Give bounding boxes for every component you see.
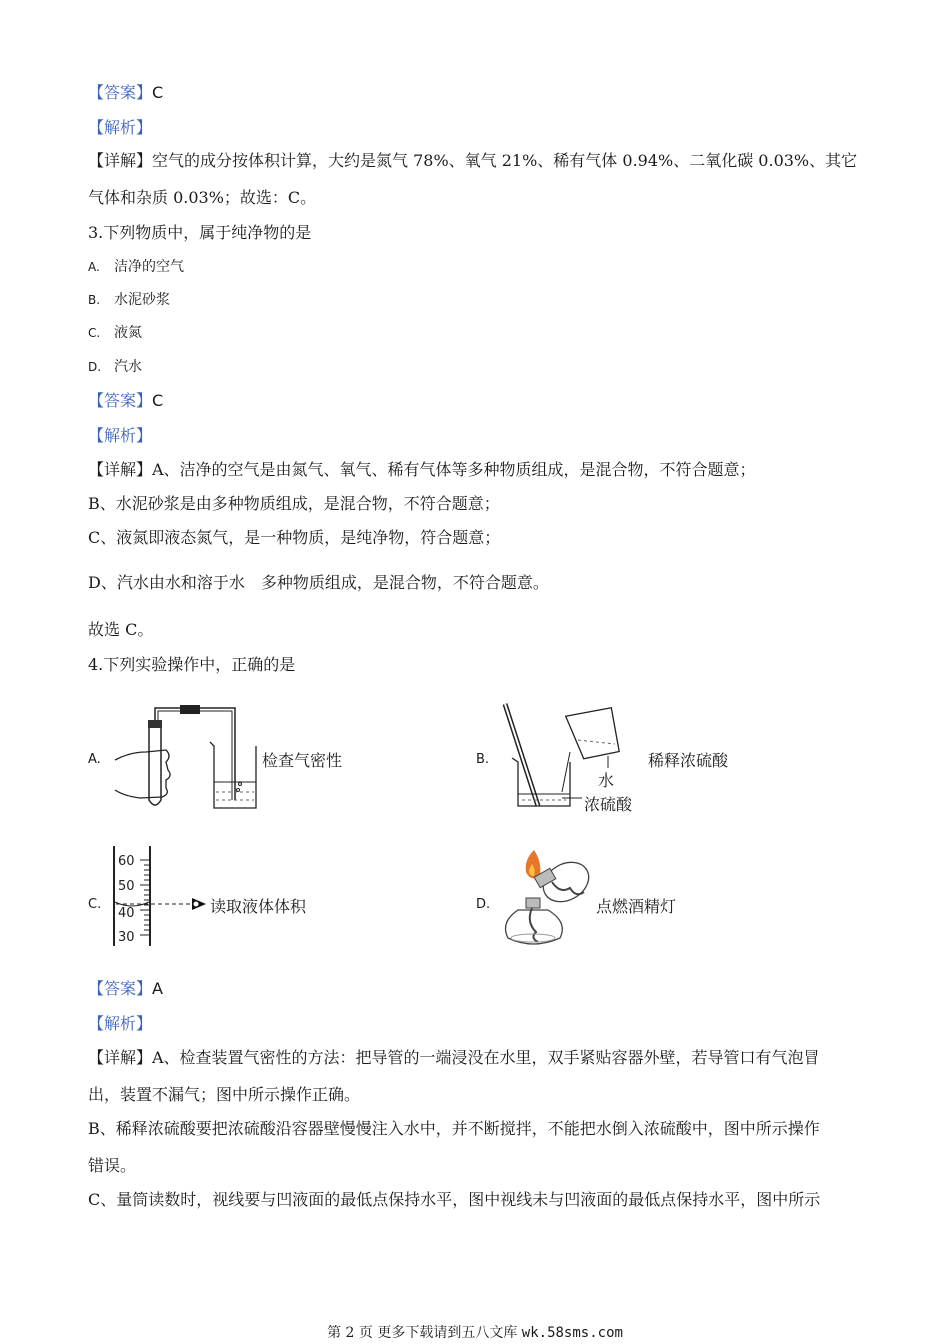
analysis-label: 【解析】 [88, 118, 153, 137]
detail-line: 故选 C。 [88, 620, 154, 639]
answer-line [88, 976, 163, 999]
option-c: C. 液氮 [88, 325, 142, 341]
detail-line: 【详解】空气的成分按体积计算，大约是氮气 78%、氧气 21%、稀有气体 0.94%、二氧化碳 0.03%、其它 [88, 151, 858, 170]
figure-d-key: D. [476, 897, 491, 912]
answer-line [88, 388, 163, 411]
detail-line: 气体和杂质 0.03%；故选：C。 [88, 188, 317, 207]
answer-value: A [152, 979, 163, 998]
figure-b-key: B. [476, 752, 490, 767]
answer-value: C [152, 83, 164, 102]
footer-text: 第 2 页 更多下载请到五八文库 [327, 1325, 518, 1341]
answer-line [88, 80, 163, 103]
airtight-check-illustration [110, 700, 260, 812]
tick-label-50: 50 [118, 879, 135, 894]
detail-line: 【详解】A、检查装置气密性的方法：把导管的一端浸没在水里，双手紧贴容器外壁，若导管口有气泡冒 [88, 1048, 820, 1067]
option-a: A. 洁净的空气 [88, 259, 184, 275]
figure-c-caption: 读取液体体积 [210, 897, 307, 916]
analysis-label: 【解析】 [88, 1014, 153, 1033]
answer-label: 【答案】 [88, 979, 153, 998]
graduated-cylinder-illustration [106, 846, 210, 950]
figure-c-key: C. [88, 897, 102, 912]
analysis-label: 【解析】 [88, 426, 153, 445]
tick-label-60: 60 [118, 854, 135, 869]
detail-line: 错误。 [88, 1156, 137, 1175]
question-4: 4.下列实验操作中，正确的是 [88, 655, 296, 674]
answer-label: 【答案】 [88, 391, 153, 410]
tick-label-30: 30 [118, 930, 135, 945]
answer-value: C [152, 391, 164, 410]
figure-b-caption: 稀释浓硫酸 [648, 751, 729, 770]
question-3: 3.下列物质中，属于纯净物的是 [88, 223, 312, 242]
page-footer [0, 1322, 950, 1342]
detail-line: B、稀释浓硫酸要把浓硫酸沿容器壁慢慢注入水中，并不断搅拌，不能把水倒入浓硫酸中，图中所示操作 [88, 1119, 820, 1138]
detail-line: B、水泥砂浆是由多种物质组成，是混合物，不符合题意； [88, 494, 500, 513]
footer-url[interactable]: wk.58sms.com [521, 1325, 623, 1341]
detail-line: C、量筒读数时，视线要与凹液面的最低点保持水平，图中视线未与凹液面的最低点保持水平，图中所示 [88, 1190, 821, 1209]
detail-line: 【详解】A、洁净的空气是由氮气、氧气、稀有气体等多种物质组成，是混合物，不符合题意； [88, 460, 756, 479]
tick-label-40: 40 [118, 906, 135, 921]
alcohol-lamp-illustration [496, 842, 596, 948]
water-label: 水 [598, 771, 615, 790]
figure-d-caption: 点燃酒精灯 [596, 897, 677, 916]
detail-line: 出，装置不漏气；图中所示操作正确。 [88, 1085, 361, 1104]
figure-a-key: A. [88, 752, 101, 767]
detail-line: C、液氮即液态氮气，是一种物质，是纯净物，符合题意； [88, 528, 501, 547]
detail-line: D、汽水由水和溶于水 多种物质组成，是混合物，不符合题意。 [88, 573, 549, 592]
acid-label: 浓硫酸 [584, 795, 633, 814]
option-d: D. 汽水 [88, 359, 142, 375]
answer-label: 【答案】 [88, 83, 153, 102]
option-b: B. 水泥砂浆 [88, 292, 170, 308]
figure-a-caption: 检查气密性 [262, 751, 343, 770]
